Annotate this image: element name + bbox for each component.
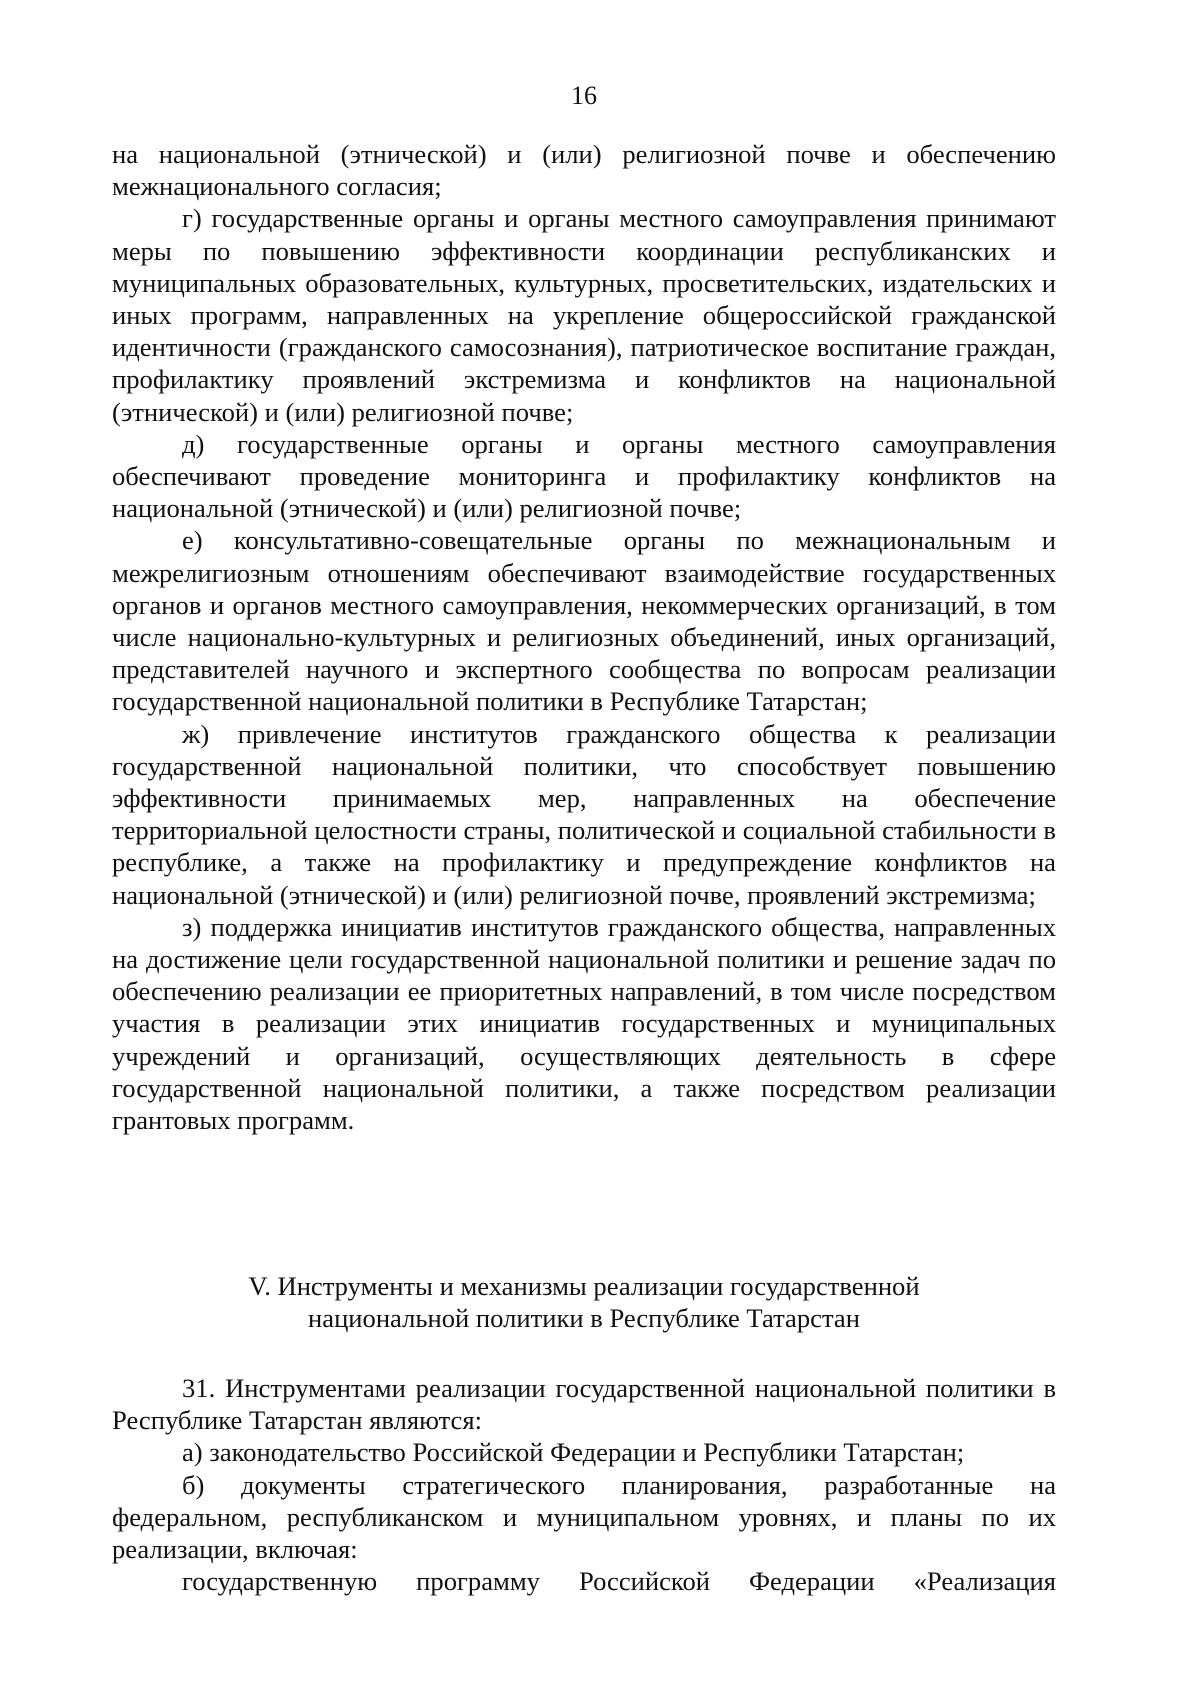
section-heading-line-2: национальной политики в Республике Татарстан: [308, 1303, 860, 1333]
document-body-lower: [112, 1372, 1056, 1597]
page-number: 16: [571, 81, 597, 110]
document-page: [112, 0, 1056, 1688]
paragraph-continuation: на национальной (этнической) и (или) религиозной почве и обеспечению межнационального согласия;: [112, 139, 1056, 202]
paragraph-item-a: а) законодательство Российской Федерации и Республики Татарстан;: [182, 1437, 965, 1468]
paragraph-item-z: з) поддержка инициатив институтов гражданского общества, направленных на достижение цели государственной национальной политики и решение задач по обеспечению реализации ее приоритетных направлений, в том числе посредством участия в реализации этих инициатив государственных и муниципальных учреждений и организаций, осуществляющих деятельность в сфере государственной национальной политики, а также посредством реализации грантовых программ.: [112, 911, 1056, 1136]
paragraph-item-g: г) государственные органы и органы местного самоуправления принимают меры по повышению эффективности координации республиканских и муниципальных образовательных, культурных, просветительских, издательских и иных программ, направленных на укрепление общероссийской гражданской идентичности (гражданского самосознания), патриотическое воспитание граждан, профилактику проявлений экстремизма и конфликтов на национальной (этнической) и (или) религиозной почве;: [112, 203, 1056, 427]
section-heading-line-1: V. Инструменты и механизмы реализации государственной: [248, 1271, 920, 1301]
paragraph-state-program: государственную программу Российской Федерации «Реализация: [182, 1566, 1056, 1597]
document-body-upper: [112, 138, 1056, 1136]
section-heading: [112, 1270, 1056, 1334]
paragraph-item-zh: ж) привлечение институтов гражданского общества к реализации государственной национальной политики, что способствует повышению эффективности принимаемых мер, направленных на обеспечение территориальной целостности страны, политической и социальной стабильности в республике, а также на профилактику и предупреждение конфликтов на национальной (этнической) и (или) религиозной почве, проявлений экстремизма;: [112, 718, 1056, 910]
paragraph-31: 31. Инструментами реализации государственной национальной политики в Республике Татарстан являются:: [112, 1373, 1056, 1436]
paragraph-item-d: д) государственные органы и органы местного самоуправления обеспечивают проведение мониторинга и профилактику конфликтов на национальной (этнической) и (или) религиозной почве;: [112, 428, 1056, 524]
paragraph-item-b: б) документы стратегического планирования, разработанные на федеральном, республиканском и муниципальном уровнях, и планы по их реализации, включая:: [112, 1469, 1056, 1565]
paragraph-item-e: е) консультативно-совещательные органы по межнациональным и межрелигиозным отношениям обеспечивают взаимодействие государственных органов и органов местного самоуправления, некоммерческих организаций, в том числе национально-культурных и религиозных объединений, иных организаций, представителей научного и экспертного сообщества по вопросам реализации государственной национальной политики в Республике Татарстан;: [112, 525, 1056, 717]
